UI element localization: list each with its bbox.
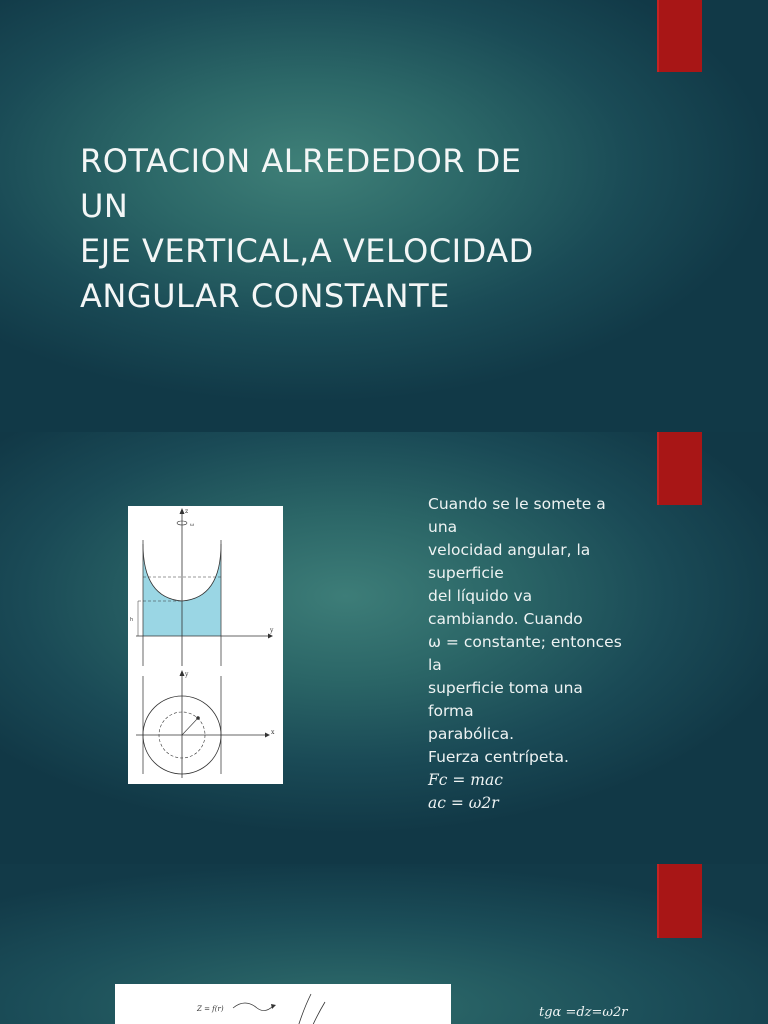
label-y-bottom: y [185,671,189,678]
surface-curve-right [305,1002,325,1024]
pointer-arrowhead [271,1004,276,1009]
formula-centripetal-force: Fc = mac [428,771,503,789]
slope-formula: tgα =dz=ω2r [539,1005,628,1020]
text-line: Fuerza centrípeta. [428,748,569,766]
label-omega: ω [190,522,195,528]
radius-line [182,718,198,735]
accent-tab [657,864,702,938]
text-line: la [428,656,442,674]
formula-centripetal-acceleration: ac = ω2r [428,794,499,812]
text-line: Cuando se le somete a [428,495,606,513]
particle-dot [196,716,200,720]
text-line: parabólica. [428,725,515,743]
lower-y-arrow [180,670,185,676]
z-axis-arrow [180,508,185,514]
accent-tab [657,0,702,72]
slide-3 [0,864,768,1024]
text-line: superficie toma una [428,679,583,697]
text-line: superficie [428,564,504,582]
figure-diagram [128,506,283,784]
text-line: del líquido va [428,587,533,605]
slide-1 [0,0,768,432]
label-x: x [271,729,275,736]
rotating-container-figure [128,506,283,784]
pointer-arrow [233,1003,273,1011]
label-y-top: y [270,627,274,634]
explanation-text [428,493,668,815]
lower-x-arrow [265,733,270,738]
text-line: ω = constante; entonces [428,633,622,651]
title-line: EJE VERTICAL,A VELOCIDAD [80,232,534,271]
label-z-function: Z = f(r) [197,1005,224,1013]
surface-function-diagram [115,984,451,1024]
text-line: velocidad angular, la [428,541,591,559]
title-line: UN [80,187,129,226]
text-line: cambiando. Cuando [428,610,583,628]
slide-title [80,139,640,319]
title-line: ROTACION ALREDEDOR DE [80,142,522,181]
surface-function-figure [115,984,451,1024]
label-h: h [130,617,134,623]
y-axis-arrow [268,634,273,639]
text-line: una [428,518,458,536]
slide-2 [0,432,768,864]
surface-curve-left [293,994,311,1024]
text-line: forma [428,702,474,720]
title-line: ANGULAR CONSTANTE [80,277,450,316]
label-z: z [185,508,189,515]
